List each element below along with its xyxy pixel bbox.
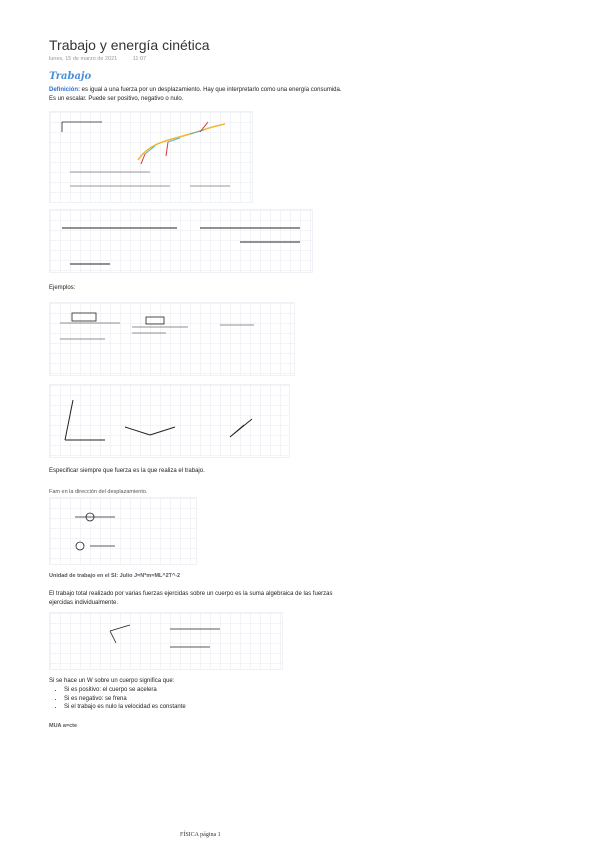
angle-examples-drawing [50, 385, 289, 457]
meaning-item-positive: • Si es positivo: el cuerpo se acelera [64, 686, 344, 695]
meaning-item-null: • Si el trabajo es nulo la velocidad es constante [64, 703, 344, 712]
examples-blocks-sketch [49, 302, 295, 376]
page-date: lunes, 15 de marzo de 2021 [49, 56, 118, 62]
work-integral-drawing [50, 112, 252, 202]
meaning-item-negative: • Si es negativo: se frena [64, 695, 344, 704]
work-integral-sketch [49, 111, 253, 203]
page-footer: FÍSICA página 1 [180, 832, 221, 838]
total-work-paragraph: El trabajo total realizado por varias fuerzas ejercidas sobre un cuerpo es la suma algebraica de las fuerzas ejercidas individualmente. [49, 591, 333, 606]
page-time: 11:07 [132, 56, 147, 62]
section-heading: Trabajo [49, 71, 92, 82]
definition-text: es igual a una fuerza por un desplazamiento. Hay que interpretarlo como una energía consumida. Es un escalar. Puede ser positivo, negativo o nulo. [49, 87, 342, 102]
friction-drawing [50, 498, 196, 564]
meaning-list [56, 686, 344, 712]
unit-note: Unidad de trabajo en el SI: Julio J=N*m=ML^2T^-2 [49, 573, 181, 579]
sum-of-forces-sketch [49, 612, 283, 670]
friction-sketch [49, 497, 197, 565]
page-metadata [49, 56, 160, 62]
constant-force-drawing [50, 210, 312, 272]
examples-label: Ejemplos: [49, 285, 76, 291]
angle-examples-sketch [49, 384, 290, 458]
meaning-intro: Si se hace un W sobre un cuerpo significa que: [49, 678, 175, 684]
sum-of-forces-drawing [50, 613, 282, 669]
constant-force-sketch [49, 209, 313, 273]
specify-force-note: Especificar siempre que fuerza es la que realiza el trabajo. [49, 468, 205, 474]
definition-paragraph [49, 86, 349, 103]
definition-term: Definición: [49, 87, 80, 93]
page-title: Trabajo y energía cinética [49, 37, 210, 53]
fam-direction-note: Fam en la dirección del desplazamiento. [49, 489, 148, 495]
examples-blocks-drawing [50, 303, 294, 375]
mua-note: MUA a=cte [49, 723, 78, 729]
